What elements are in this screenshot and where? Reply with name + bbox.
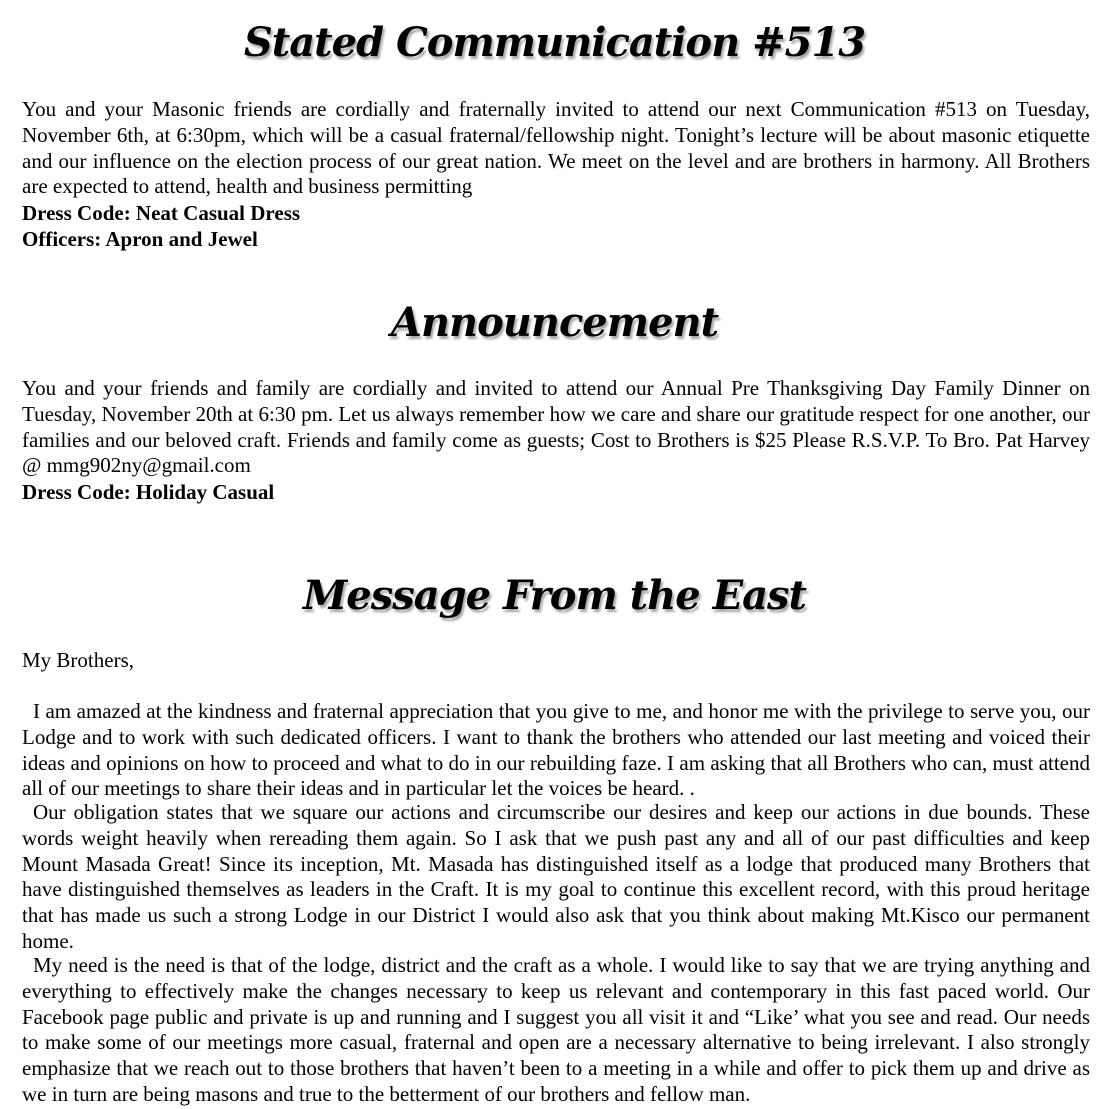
stated-communication-body: You and your Masonic friends are cordially and fraternally invited to attend our next Communication #513 on Tuesday, November 6th, at 6:30pm, which will be a casual fraternal/fellowship night. Tonight’s lecture will be about masonic etiquette and our influence on the election process of our great nation. We meet on the level and are brothers in harmony. All Brothers are expected to attend, health and business permitting	[22, 97, 1090, 199]
message-from-east-heading: Message From the East	[302, 572, 807, 619]
message-paragraph-2: Our obligation states that we square our actions and circumscribe our desires and keep our actions in due bounds. These words weight heavily when rereading them again. So I ask that we push past any and all of our past difficulties and keep Mount Masada Great! Since its inception, Mt. Masada has distinguished itself as a lodge that produced many Brothers that have distinguished themselves as leaders in the Craft. It is my goal to continue this excellent record, with this proud heritage that has made us such a strong Lodge in our District I would also ask that you think about making Mt.Kisco our permanent home.	[22, 800, 1090, 953]
salutation: My Brothers,	[22, 648, 134, 672]
announcement-heading: Announcement	[390, 299, 719, 346]
message-paragraph-3: My need is the need is that of the lodge, district and the craft as a whole. I would like to say that we are trying anything and everything to effectively make the changes necessary to keep us relevant and contemporary in this fast paced world. Our Facebook page public and private is up and running and I suggest you all visit it and “Like’ what you see and read. Our needs to make some of our meetings more casual, fraternal and open are a necessary alternative to being irrelevant. I also strongly emphasize that we reach out to those brothers that haven’t been to a meeting in a while and offer to pick them up and drive as we in turn are being masons and true to the betterment of our brothers and fellow man.	[22, 953, 1090, 1106]
announcement-dress-code: Dress Code: Holiday Casual	[22, 480, 275, 504]
stated-communication-dress-code: Dress Code: Neat Casual Dress	[22, 201, 301, 225]
announcement-body: You and your friends and family are cordially and invited to attend our Annual Pre Thanksgiving Day Family Dinner on Tuesday, November 20th at 6:30 pm. Let us always remember how we care and share our gratitude respect for one another, our families and our beloved craft. Friends and family come as guests; Cost to Brothers is $25 Please R.S.V.P. To Bro. Pat Harvey @ mmg902ny@gmail.com	[22, 376, 1090, 478]
stated-communication-heading: Stated Communication #513	[243, 19, 866, 66]
stated-communication-officers: Officers: Apron and Jewel	[22, 227, 258, 251]
message-paragraph-1: I am amazed at the kindness and fraternal appreciation that you give to me, and honor me with the privilege to serve you, our Lodge and to work with such dedicated officers. I want to thank the brothers who attended our last meeting and voiced their ideas and opinions on how to proceed and what to do in our rebuilding faze. I am asking that all Brothers who can, must attend all of our meetings to share their ideas and in particular let the voices be heard. .	[22, 699, 1090, 801]
